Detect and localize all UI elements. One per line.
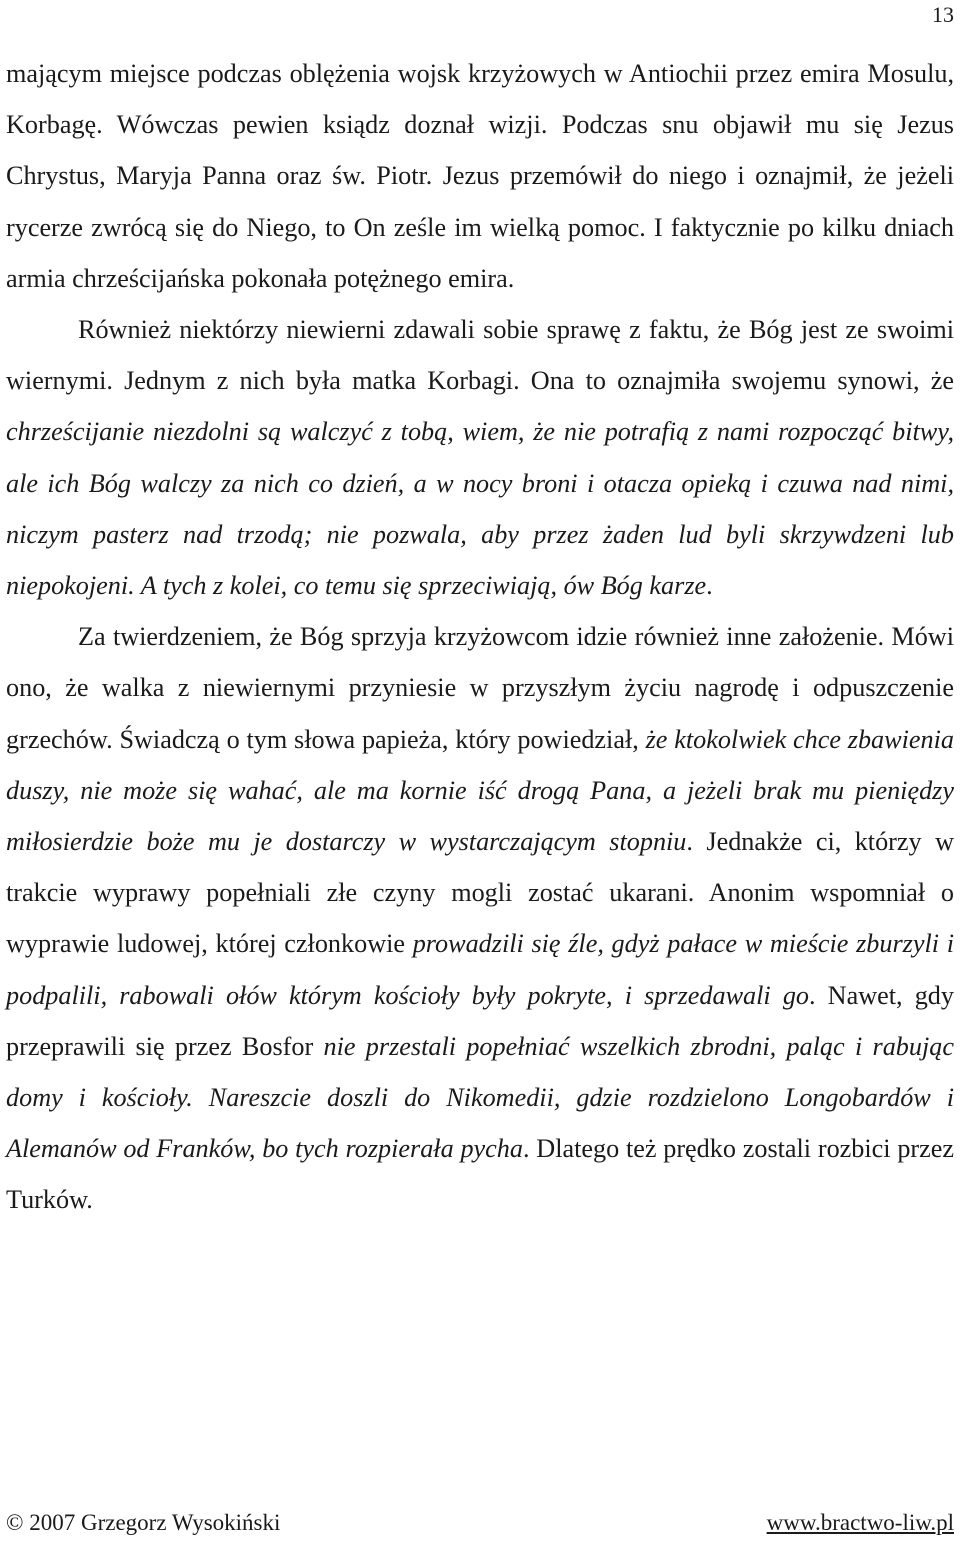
page-number: 13 bbox=[932, 2, 954, 27]
footer-copyright: © 2007 Grzegorz Wysokiński bbox=[6, 1510, 281, 1535]
paragraph-continuation bbox=[6, 48, 954, 304]
body-text bbox=[6, 48, 954, 1226]
quote-italic: nie przestali popełniać wszelkich zbrodni, paląc i rabując domy i kościoły. Nareszcie doszli do Nikomedii, gdzie rozdzielono Longobardów i Alemanów od Franków, bo tych rozpierała pycha bbox=[6, 1031, 954, 1164]
paragraph-text: mającym miejsce podczas oblężenia wojsk krzyżowych w Antiochii przez emira Mosulu, Korbagę. Wówczas pewien ksiądz doznał wizji. Podczas snu objawił mu się Jezus Chrystus, Maryja Panna oraz św. Piotr. Jezus przemówił do niego i oznajmił, że jeżeli rycerze zwrócą się do Niego, to On ześle im wielką pomoc. I faktycznie po kilku dniach armia chrześcijańska pokonała potężnego emira. bbox=[6, 59, 954, 293]
quote-italic: prowadzili się źle, gdyż pałace w mieście zburzyli i podpalili, rabowali ołów którym kościoły były pokryte, i sprzedawali go bbox=[6, 929, 954, 1010]
quote-italic: że ktokolwiek chce zbawienia duszy, nie może się wahać, ale ma kornie iść drogą Pana, a jeżeli brak mu pieniędzy miłosierdzie boże mu je dostarczy w wystarczającym stopniu bbox=[6, 724, 954, 857]
paragraph-text: Również niektórzy niewierni zdawali sobie sprawę z faktu, że Bóg jest ze swoimi wiernymi. Jednym z nich była matka Korbagi. Ona to oznajmiła swojemu synowi, że bbox=[6, 315, 954, 396]
paragraph-text: . Dlatego też prędko zostali rozbici przez Turków. bbox=[6, 1134, 955, 1215]
paragraph-text: . Nawet, gdy przeprawili się przez Bosfor bbox=[6, 980, 954, 1061]
footer-website-link[interactable]: www.bractwo-liw.pl bbox=[766, 1510, 954, 1535]
paragraph-text: . Jednakże ci, którzy w trakcie wyprawy popełniali złe czyny mogli zostać ukarani. Anonim wspomniał o wyprawie ludowej, której członkowie bbox=[6, 827, 954, 959]
paragraph-reward-sins bbox=[6, 611, 954, 1225]
paragraph-text: . bbox=[706, 571, 713, 601]
quote-italic: chrześcijanie niezdolni są walczyć z tobą, wiem, że nie potrafią z nami rozpocząć bitwy, ale ich Bóg walczy za nich co dzień, a w nocy broni i otacza opieką i czuwa nad nimi, niczym pasterz nad trzodą; nie pozwala, aby przez żaden lud byli skrzywdzeni lub niepokojeni. A tych z kolei, co temu się sprzeciwiają, ów Bóg karze bbox=[6, 417, 954, 601]
page-footer bbox=[6, 1510, 954, 1536]
paragraph-text: Za twierdzeniem, że Bóg sprzyja krzyżowcom idzie również inne założenie. Mówi ono, że walka z niewiernymi przyniesie w przyszłym życiu nagrodę i odpuszczenie grzechów. Świadczą o tym słowa papieża, który powiedział, bbox=[6, 622, 954, 754]
paragraph-korbaga-mother bbox=[6, 304, 954, 611]
